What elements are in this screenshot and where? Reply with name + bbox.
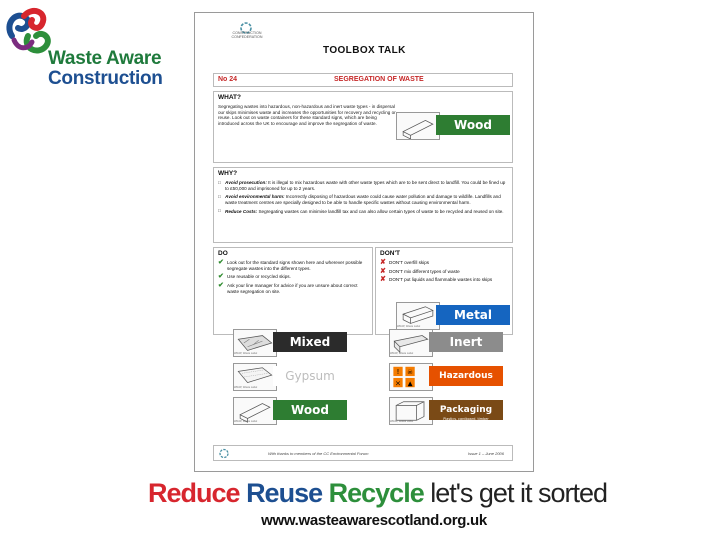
do-item: ✔ Ask your line manager for advice if you are unsure about correct waste segregation on site.	[218, 282, 358, 294]
sign-label-metal: Metal	[436, 305, 510, 325]
logo-line-1: Waste Aware	[48, 48, 162, 69]
packaging-title: Packaging	[439, 405, 493, 415]
sign-gypsum	[233, 363, 349, 391]
do-item: ✔ Use reusable or recycled skips.	[218, 273, 291, 281]
sign-caption: WRAP, Waste Label	[390, 420, 414, 423]
why-item: □ Avoid environmental harm: Incorrectly disposing of hazardous waste could cause water pollution and damage to wildlife. Landfills and waste treatment centres are specially designed to be able to handle specific wastes without causing environmental harm.	[218, 194, 508, 205]
sign-label-wood-top: Wood	[436, 115, 510, 135]
why-heading: WHY?	[218, 170, 238, 177]
sign-caption: WRAP, Waste Label	[234, 386, 258, 389]
sign-wood-top	[396, 112, 512, 140]
dont-item: ✘ DON'T overfill skips	[380, 259, 430, 266]
cross-icon: ✘	[380, 276, 386, 284]
sign-label-packaging	[429, 400, 503, 420]
sign-caption: WRAP, Waste Label	[390, 352, 414, 355]
sign-inert	[389, 329, 505, 357]
why-section	[213, 167, 513, 243]
what-heading: WHAT?	[218, 94, 241, 101]
dont-heading: DON'T	[380, 250, 400, 257]
slogan	[148, 478, 607, 509]
why-item: □ Avoid prosecution: It is illegal to mix hazardous waste with other waste types which are to be sent direct to landfill. You could be fined up to £50,000 and imprisoned for up to 2 years.	[218, 180, 508, 191]
timber-drawing-icon	[396, 112, 440, 140]
slogan-reduce: Reduce	[148, 478, 240, 508]
sign-label-gypsum: Gypsum	[273, 366, 347, 386]
tick-icon: ✔	[218, 273, 224, 281]
footer-brand-icon	[218, 448, 230, 459]
packaging-subtitle: Plastics, cardboard, timber	[443, 417, 489, 421]
cross-icon: ✘	[380, 259, 386, 266]
talk-number: No 24	[218, 76, 238, 83]
dont-section	[375, 247, 513, 335]
slogan-reuse: Reuse	[246, 478, 323, 508]
toolbox-talk-document	[194, 12, 534, 472]
dont-item: ✘ DON'T mix different types of waste	[380, 267, 460, 275]
sign-label-mixed: Mixed	[273, 332, 347, 352]
dont-item: ✘ DON'T put liquids and flammable wastes into skips	[380, 276, 493, 284]
svg-text:×: ×	[394, 378, 402, 388]
slogan-tagline: let's get it sorted	[430, 478, 607, 508]
sign-label-inert: Inert	[429, 332, 503, 352]
do-list	[218, 260, 368, 298]
document-footer	[213, 445, 513, 461]
what-text: Segregating wastes into hazardous, non-hazardous and inert waste types - in dispersal our skips minimises waste and increases the opportunities for recovery and recycling or reuse. Look out on waste containers for these standard signs, which are being introduced across the UK to encourage and improve the segregation of waste.	[218, 104, 396, 127]
tick-icon: ✔	[218, 259, 224, 266]
sign-caption: WRAP, Waste Label	[234, 420, 258, 423]
waste-aware-construction-logo	[2, 6, 182, 90]
svg-text:▲: ▲	[407, 379, 413, 388]
talk-number-bar	[213, 73, 513, 87]
footer-text: With thanks to members of the CC Environmental Forum	[268, 451, 369, 456]
sign-packaging	[389, 397, 505, 425]
slogan-recycle: Recycle	[328, 478, 424, 508]
logo-line-2: Construction	[48, 68, 163, 89]
tick-icon: ✔	[218, 282, 224, 290]
svg-text:☠: ☠	[407, 368, 413, 377]
do-heading: DO	[218, 250, 228, 257]
sign-mixed	[233, 329, 349, 357]
sign-metal	[396, 302, 512, 330]
svg-text:!: !	[396, 367, 400, 377]
footer-issue: Issue 1 – June 2006	[467, 451, 504, 456]
cross-icon: ✘	[380, 267, 386, 275]
sign-label-wood: Wood	[273, 400, 347, 420]
do-section	[213, 247, 373, 335]
sign-hazardous	[389, 363, 505, 391]
sign-caption: WRAP, Waste Label	[397, 325, 421, 328]
what-section	[213, 91, 513, 163]
document-title: TOOLBOX TALK	[323, 45, 406, 56]
sign-wood	[233, 397, 349, 425]
dont-list	[380, 260, 510, 286]
talk-topic: SEGREGATION OF WASTE	[334, 76, 424, 83]
document-brand: CONSTRUCTION CONFEDERATION	[231, 31, 263, 40]
why-item: □ Reduce Costs: Segregating wastes can minimise landfill tax and can also allow certain types of waste to be recycled and reused on site.	[218, 209, 508, 215]
hazard-symbols-icon	[389, 363, 433, 391]
why-list	[218, 180, 508, 218]
sign-caption: WRAP, Waste Label	[234, 352, 258, 355]
website-url[interactable]: www.wasteawarescotland.org.uk	[261, 512, 487, 529]
sign-label-hazardous: Hazardous	[429, 366, 503, 386]
do-item: ✔ Look out for the standard signs shown here and wherever possible segregate wastes into the different types.	[218, 259, 363, 271]
